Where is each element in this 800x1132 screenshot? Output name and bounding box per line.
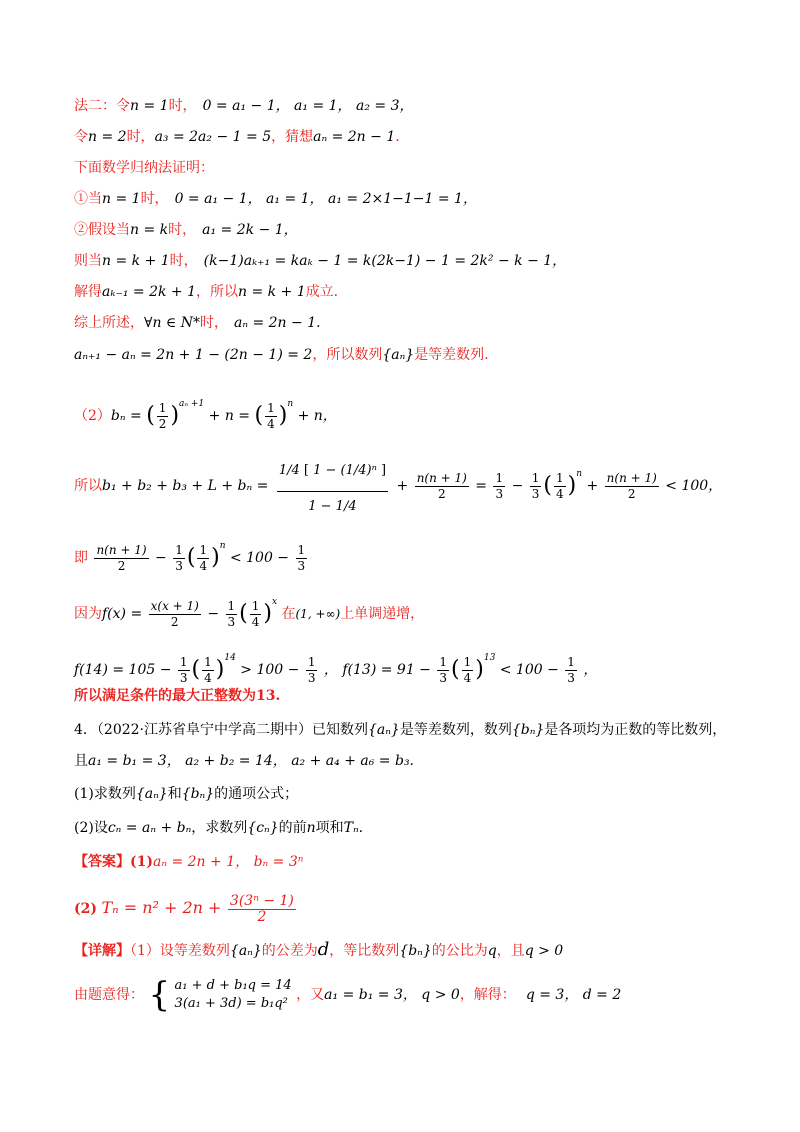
text: 时，	[126, 129, 155, 145]
text: 是各项均为正数的等比数列，	[544, 722, 727, 738]
math: + n =	[208, 408, 251, 424]
fraction-third: $\frac{1}{3}$	[297, 542, 306, 573]
text: ，且	[496, 943, 525, 959]
fraction-third: $\frac{1}{3}$	[531, 470, 540, 501]
text: 时，	[140, 191, 169, 207]
geometric-sum-fraction: $\frac{\text{1/4 [ 1 − (1/4)ⁿ ]}}{1 - 1/4}$	[277, 451, 388, 522]
text: 所以	[74, 478, 102, 494]
math: {aₙ}	[368, 722, 400, 738]
fraction-third: $\frac{1}{3}$	[439, 654, 448, 685]
text: 则当	[74, 253, 102, 269]
text: .	[395, 129, 400, 145]
solution-line-9	[74, 345, 489, 365]
fraction-third: $\frac{1}{3}$	[175, 542, 183, 573]
fraction-n-n1-2: $\frac{n(n + 1)}{2}$	[606, 470, 657, 501]
solution-line-10: （2）bₙ = ( $\frac{1}{2}$ )$^{a_n +1}$ + n = ( $\frac{1}{4}$ )$^n$ + n，	[74, 399, 337, 431]
math: aₙ = 2n − 1.	[233, 315, 321, 331]
solution-line-7	[74, 282, 338, 302]
math: Tₙ.	[343, 820, 364, 836]
text: ②假设当	[74, 222, 130, 238]
fraction-third: $\frac{1}{3}$	[567, 654, 575, 685]
fraction-x-x1-2: $\frac{x(x + 1)}{2}$	[150, 598, 199, 629]
text: 时，	[199, 315, 228, 331]
math: Tₙ = n² + 2n +	[101, 898, 222, 917]
math: a₁ = b₁ = 3	[324, 987, 403, 1003]
text: 是等差数列，数列	[399, 722, 512, 738]
text: 的通项公式；	[214, 786, 299, 802]
equation-system: a₁ + d + b₁q = 14 3(a₁ + 3d) = b₁q²	[174, 978, 292, 1011]
math: aₙ₊₁ − aₙ = 2n + 1 − (2n − 1) = 2	[74, 347, 313, 363]
text: 令	[74, 129, 88, 145]
solution-conclusion	[74, 686, 280, 706]
fraction-n-n1-2: $\frac{n(n + 1)}{2}$	[416, 470, 467, 501]
fraction-n-n1-2: $\frac{n(n + 1)}{2}$	[96, 542, 147, 573]
math: =	[475, 478, 488, 494]
text: 因为	[74, 606, 102, 622]
math: {bₙ}	[511, 722, 545, 738]
text: 上单调递增，	[340, 606, 425, 622]
text: 和	[167, 786, 182, 802]
math: ， d = 2	[564, 987, 622, 1003]
solution-line-5	[74, 220, 298, 240]
text: ，所以数列	[312, 347, 383, 363]
text: 的公比为	[431, 943, 488, 959]
text: (1)求数列	[74, 786, 136, 802]
math: < 100，	[665, 478, 723, 494]
math: < 100 −	[229, 550, 290, 566]
exponent: n	[287, 399, 294, 409]
math: (k−1)aₖ₊₁ = kaₖ − 1 = k(2k−1) − 1 = 2k² − k − 1，	[203, 253, 567, 269]
text: 综上所述，	[74, 315, 144, 331]
fraction-half: $\frac{1}{2}$	[158, 400, 167, 431]
math: aₙ = 2n − 1	[313, 129, 396, 145]
fraction-quarter: $\frac{1}{4}$	[267, 400, 275, 431]
math: n	[306, 820, 316, 836]
solution-line-11: 所以b₁ + b₂ + b₃ + L + bₙ = $\frac{\text{1/4 [ 1 − (1/4)ⁿ ]}}{1 - 1/4}$ + $\frac{n(n + 1)}{2}$ = $\frac{1}{3}$ − $\frac{1}{3}$ ( $\frac{1}{4}$ )$^n$ + $\frac{n(n + 1)}{2}$ < 100，	[74, 432, 722, 516]
text: 项和	[315, 820, 344, 836]
math: aₖ₋₁ = 2k + 1	[102, 284, 197, 300]
fraction-quarter: $\frac{1}{4}$	[251, 598, 260, 629]
math: ， q > 0	[402, 987, 460, 1003]
solution-line-4	[74, 189, 477, 209]
solution-line-13: 因为f(x) = $\frac{x(x + 1)}{2}$ − $\frac{1}{3}$ ( $\frac{1}{4}$ )$^x$ 在(1, +∞)上单调递增，	[74, 597, 425, 629]
math: cₙ = aₙ + bₙ	[107, 820, 192, 836]
text: 即	[74, 550, 88, 566]
math: n = 2	[88, 129, 127, 145]
math: bₙ =	[110, 408, 142, 424]
math: {aₙ}	[229, 943, 262, 959]
math: ∀n ∈ N*	[144, 315, 200, 331]
text: 时，	[168, 222, 197, 238]
problem-4-statement	[74, 720, 726, 740]
fraction-third: $\frac{1}{3}$	[179, 654, 188, 685]
text: 法二：令	[74, 98, 130, 114]
text: ，猜想	[271, 129, 314, 145]
fraction-quarter: $\frac{1}{4}$	[199, 542, 208, 573]
math: n = 1	[130, 98, 169, 114]
solution-line-2	[74, 127, 400, 147]
text: 时，	[168, 98, 197, 114]
text: ，又	[296, 987, 325, 1003]
text: (1)	[130, 854, 153, 870]
fraction-tn: $\frac{\text{3(3ⁿ − 1)}}{2}$	[229, 892, 294, 925]
detail-tag: 【详解】	[74, 943, 130, 959]
text: 的前	[278, 820, 307, 836]
text: (2)设	[74, 820, 108, 836]
fraction-quarter: $\frac{1}{4}$	[204, 654, 212, 685]
math: n = k	[130, 222, 169, 238]
fraction-third: $\frac{1}{3}$	[307, 654, 316, 685]
math: n = k + 1	[238, 284, 306, 300]
text: 成立.	[305, 284, 339, 300]
math: + n，	[297, 408, 337, 424]
text: （1）设等差数列	[130, 943, 230, 959]
math: {bₙ}	[181, 786, 215, 802]
math: q > 0	[524, 943, 564, 959]
solution-line-6	[74, 251, 566, 271]
math: n = 1	[102, 191, 141, 207]
math: < 100 −	[499, 662, 559, 678]
text: 解得	[74, 284, 102, 300]
problem-4-part-2	[74, 818, 363, 838]
math: a₃ = 2a₂ − 1 = 5	[154, 129, 272, 145]
math: a₁ = 2k − 1，	[202, 222, 298, 238]
math: ，	[583, 662, 598, 678]
math: a₁ = b₁ = 3， a₂ + b₂ = 14， a₂ + a₄ + a₆ = b₃.	[88, 753, 415, 769]
text: (2)	[74, 901, 97, 917]
math: q = 3	[525, 987, 565, 1003]
solution-line-8	[74, 313, 321, 333]
solution-line-12: 即 $\frac{n(n + 1)}{2}$ − $\frac{1}{3}$ ( $\frac{1}{4}$ )$^n$ < 100 − $\frac{1}{3}$	[74, 541, 306, 573]
text: ，求数列	[191, 820, 248, 836]
text: ，等比数列	[329, 943, 400, 959]
math: f(x) =	[102, 606, 143, 622]
math: d	[317, 939, 330, 960]
problem-4-part-1	[74, 784, 298, 804]
solution-line-3	[74, 158, 214, 178]
problem-4-conditions	[74, 751, 414, 771]
answer-part-2	[74, 888, 298, 928]
math: ， f(13) = 91 −	[323, 662, 431, 678]
text: 4．（2022·江苏省阜宁中学高二期中）已知数列	[74, 722, 368, 738]
text: 时，	[169, 253, 198, 269]
text: （2）	[74, 408, 111, 424]
text: 在	[281, 606, 296, 622]
exponent: aₙ +1	[179, 399, 205, 409]
answer-tag: 【答案】	[74, 854, 130, 870]
math: n = k + 1	[102, 253, 170, 269]
math: f(14) = 105 −	[74, 662, 172, 678]
math: 0 = a₁ − 1， a₁ = 1， a₂ = 3，	[202, 98, 414, 114]
solution-line-1	[74, 96, 414, 116]
math: b₁ + b₂ + b₃ + L + bₙ =	[102, 478, 269, 494]
math: {cₙ}	[247, 820, 279, 836]
math: > 100 −	[240, 662, 300, 678]
fraction-third: $\frac{1}{3}$	[495, 470, 504, 501]
text: 所以满足条件的最大正整数为13.	[74, 688, 281, 704]
fraction-quarter: $\frac{1}{4}$	[463, 654, 472, 685]
text: 且	[74, 753, 88, 769]
text: 下面数学归纳法证明：	[74, 160, 214, 176]
text: 是等差数列.	[414, 347, 489, 363]
answer-part-1	[74, 852, 303, 872]
fraction-third: $\frac{1}{3}$	[227, 598, 236, 629]
detail-line-2: 由题意得： { a₁ + d + b₁q = 14 3(a₁ + 3d) = b₁q² ，又a₁ = b₁ = 3， q > 0，解得： q = 3， d = 2	[74, 975, 622, 1015]
text: ，所以	[196, 284, 239, 300]
math: {aₙ}	[382, 347, 415, 363]
text: ，解得：	[459, 987, 516, 1003]
math: q	[487, 943, 497, 959]
math: {bₙ}	[399, 943, 432, 959]
math: (1, +∞)	[295, 607, 341, 621]
text: ①当	[74, 191, 102, 207]
solution-line-14: f(14) = 105 − $\frac{1}{3}$ ( $\frac{1}{4}$ )$^{14}$ > 100 − $\frac{1}{3}$ ， f(13) = 91 − $\frac{1}{3}$ ( $\frac{1}{4}$ )$^{13}$ < 100 − $\frac{1}{3}$ ，	[74, 653, 598, 685]
math: aₙ = 2n + 1， bₙ = 3ⁿ	[153, 854, 304, 870]
detail-line-1	[74, 940, 563, 961]
text: 由题意得：	[74, 987, 144, 1003]
math: 0 = a₁ − 1， a₁ = 1， a₁ = 2×1−1−1 = 1，	[174, 191, 477, 207]
math: {aₙ}	[135, 786, 168, 802]
text: 的公差为	[261, 943, 318, 959]
fraction-quarter: $\frac{1}{4}$	[556, 470, 564, 501]
